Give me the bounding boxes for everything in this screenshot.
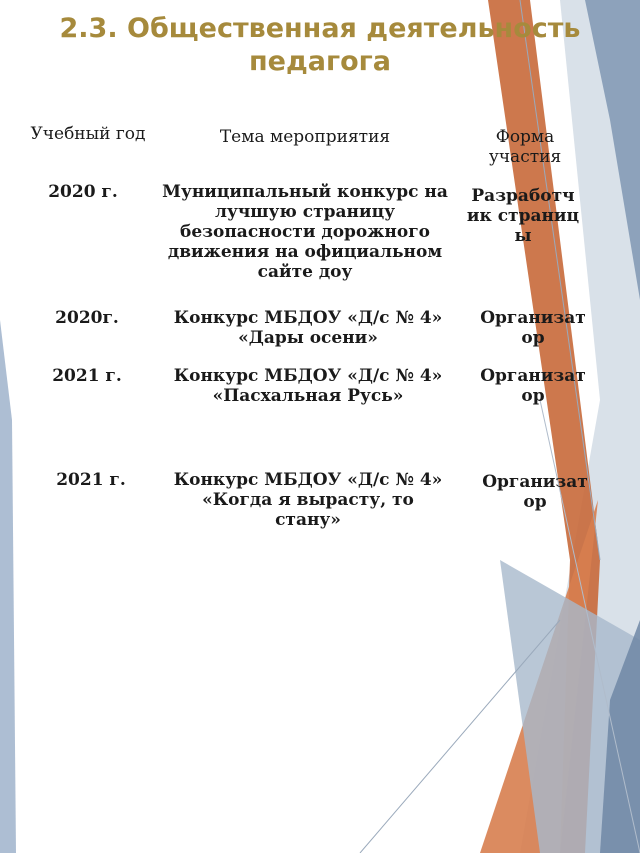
row-3-year: 2021 г. bbox=[52, 366, 122, 386]
row-4-event: Конкурс МБДОУ «Д/с № 4» «Когда я вырасту, то стану» bbox=[173, 470, 443, 530]
header-form: Форма участия bbox=[488, 127, 562, 167]
row-1-event: Муниципальный конкурс на лучшую страницу безопасности дорожного движения на официальном сайте доу bbox=[162, 182, 448, 282]
header-event: Тема мероприятия bbox=[219, 127, 391, 147]
left-blue-strip bbox=[0, 320, 16, 853]
row-1-year: 2020 г. bbox=[48, 182, 118, 202]
row-2-form: Организатор bbox=[480, 308, 586, 348]
page-title: 2.3. Общественная деятельность педагога bbox=[59, 13, 581, 77]
row-3-event: Конкурс МБДОУ «Д/с № 4» «Пасхальная Русь» bbox=[173, 366, 443, 406]
row-4-year: 2021 г. bbox=[56, 470, 126, 490]
row-3-form: Организатор bbox=[480, 366, 586, 406]
row-1-form: Разработчик страницы bbox=[466, 186, 580, 246]
row-4-form: Организатор bbox=[482, 472, 588, 512]
header-year: Учебный год bbox=[30, 124, 146, 144]
row-2-year: 2020г. bbox=[55, 308, 119, 328]
row-2-event: Конкурс МБДОУ «Д/с № 4» «Дары осени» bbox=[173, 308, 443, 348]
